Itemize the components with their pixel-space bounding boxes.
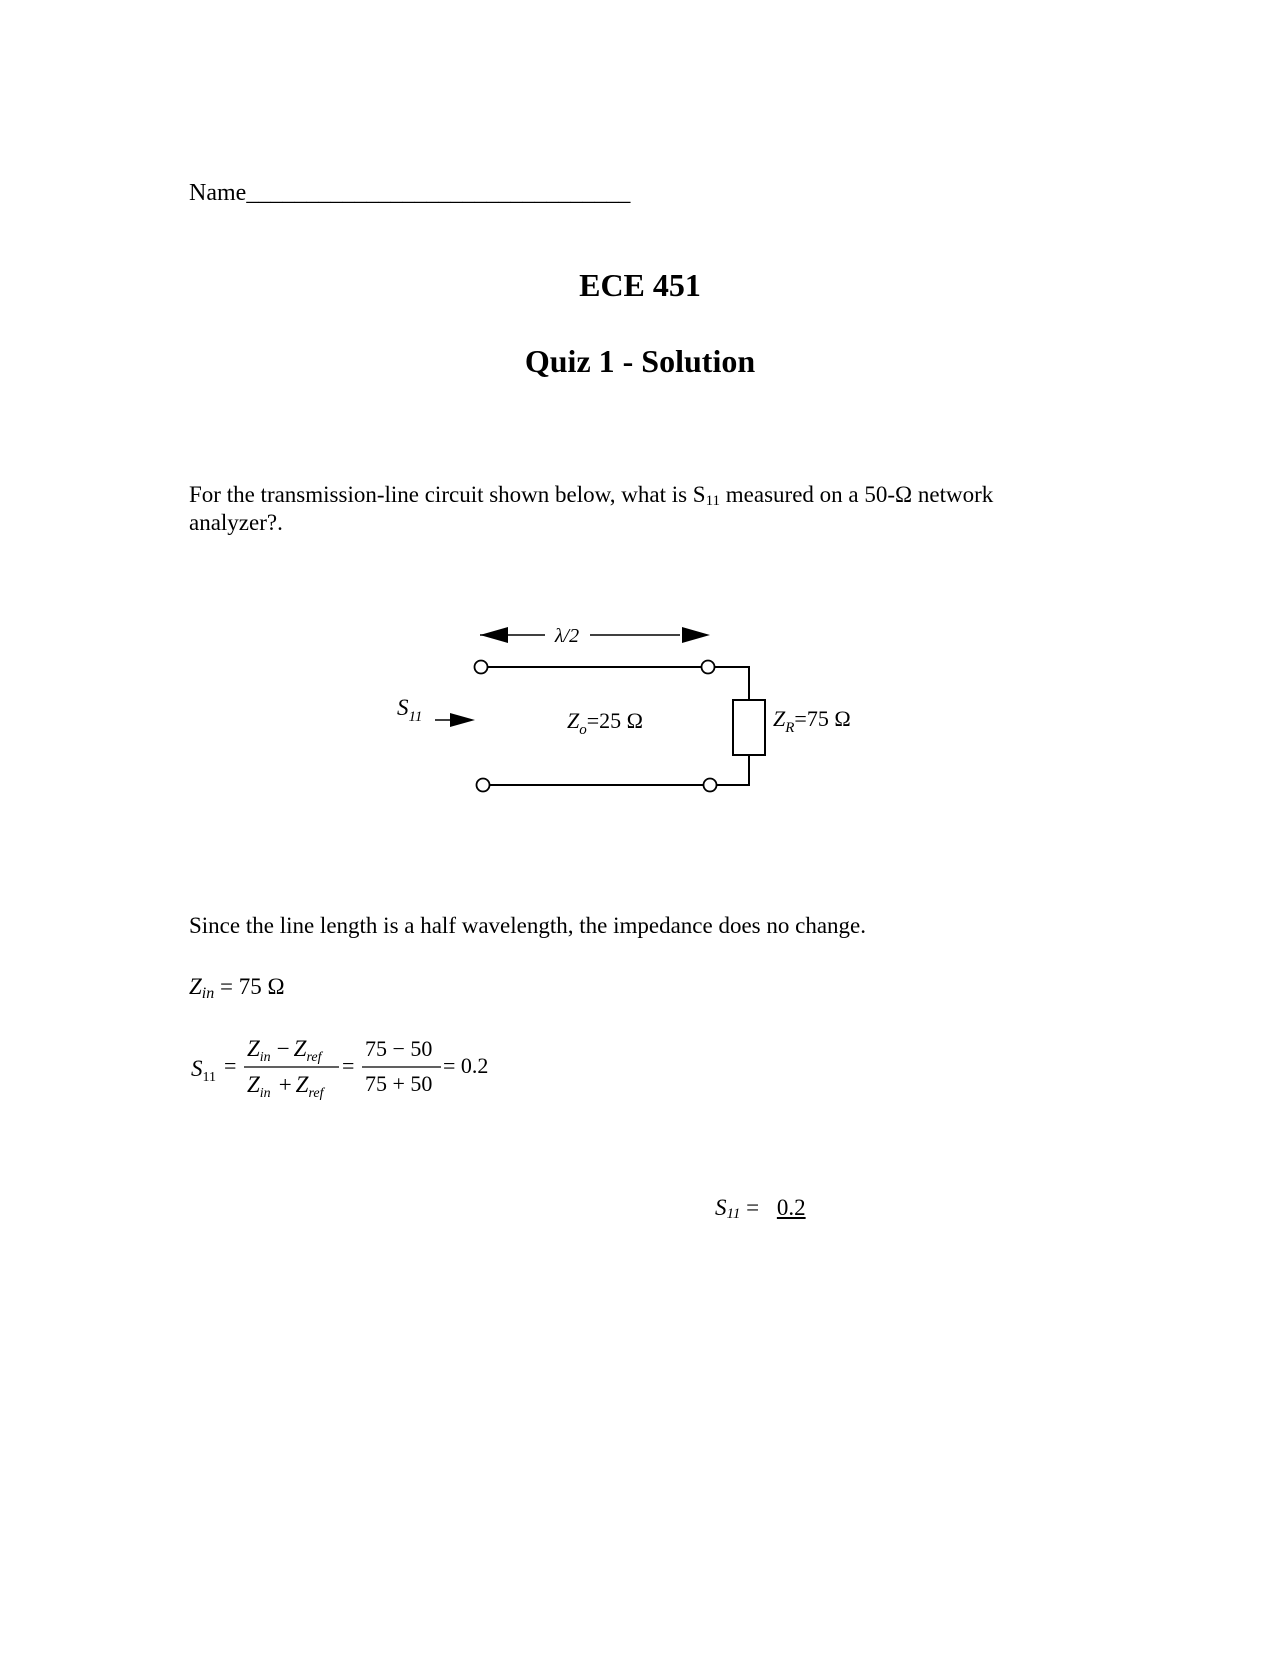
eq-equals-2: = xyxy=(342,1053,355,1078)
eq-denominator-2: 75 + 50 xyxy=(365,1071,433,1096)
line-impedance-label: $Z_o=25$ Ω xyxy=(567,708,644,738)
load-wire-top xyxy=(715,667,749,700)
eq-equals-1: = xyxy=(224,1053,237,1078)
load-impedance-label: $Z_R=75$ Ω xyxy=(773,706,851,736)
problem-text-after: measured on a 50-Ω network analyzer?. xyxy=(189,482,994,535)
solution-explanation: Since the line length is a half wavelength, the impedance does no change. xyxy=(189,913,866,938)
problem-sub: 11 xyxy=(705,493,721,509)
answer-eq: = xyxy=(740,1195,765,1220)
load-resistor xyxy=(733,700,765,755)
port-terminal-bottom-left xyxy=(477,779,490,792)
circuit-diagram xyxy=(380,615,900,815)
answer-value[interactable]: 0.2 xyxy=(776,1195,806,1220)
zin-value: = 75 Ω xyxy=(214,974,285,999)
arrow-head-left xyxy=(480,627,508,643)
port-label: $S_{11}$ xyxy=(397,695,423,725)
load-terminal-top xyxy=(702,661,715,674)
port-terminal-top-left xyxy=(475,661,488,674)
zin-sub: in xyxy=(201,985,215,1002)
answer-sub: 11 xyxy=(726,1206,741,1222)
length-label: λ/2 xyxy=(554,625,580,647)
arrow-head-right xyxy=(682,627,710,643)
quiz-title: Quiz 1 - Solution xyxy=(524,343,756,379)
problem-text-before: For the transmission-line circuit shown below, what is S xyxy=(189,482,706,507)
load-wire-bottom xyxy=(717,755,749,785)
final-answer xyxy=(715,1195,816,1221)
eq-numerator-2: 75 − 50 xyxy=(365,1036,433,1061)
name-field xyxy=(189,180,630,207)
eq-numerator: $Z_{in} - Z_{ref}$ xyxy=(247,1036,322,1065)
s11-equation xyxy=(189,1030,509,1110)
eq-lhs: $S_{11}$ xyxy=(191,1056,216,1085)
zin-symbol: Z xyxy=(189,974,202,999)
port-arrow-head xyxy=(450,713,475,727)
course-title: ECE 451 xyxy=(579,267,701,303)
answer-symbol: S xyxy=(715,1195,727,1220)
eq-result: = 0.2 xyxy=(443,1053,489,1078)
load-terminal-bottom xyxy=(704,779,717,792)
name-label: Name xyxy=(189,180,247,206)
eq-denominator: $Z_{in} + Z_{ref}$ xyxy=(247,1072,324,1101)
name-blank[interactable]: ________________________________ xyxy=(246,180,631,206)
problem-statement xyxy=(189,481,1089,537)
zin-statement xyxy=(189,974,285,1000)
